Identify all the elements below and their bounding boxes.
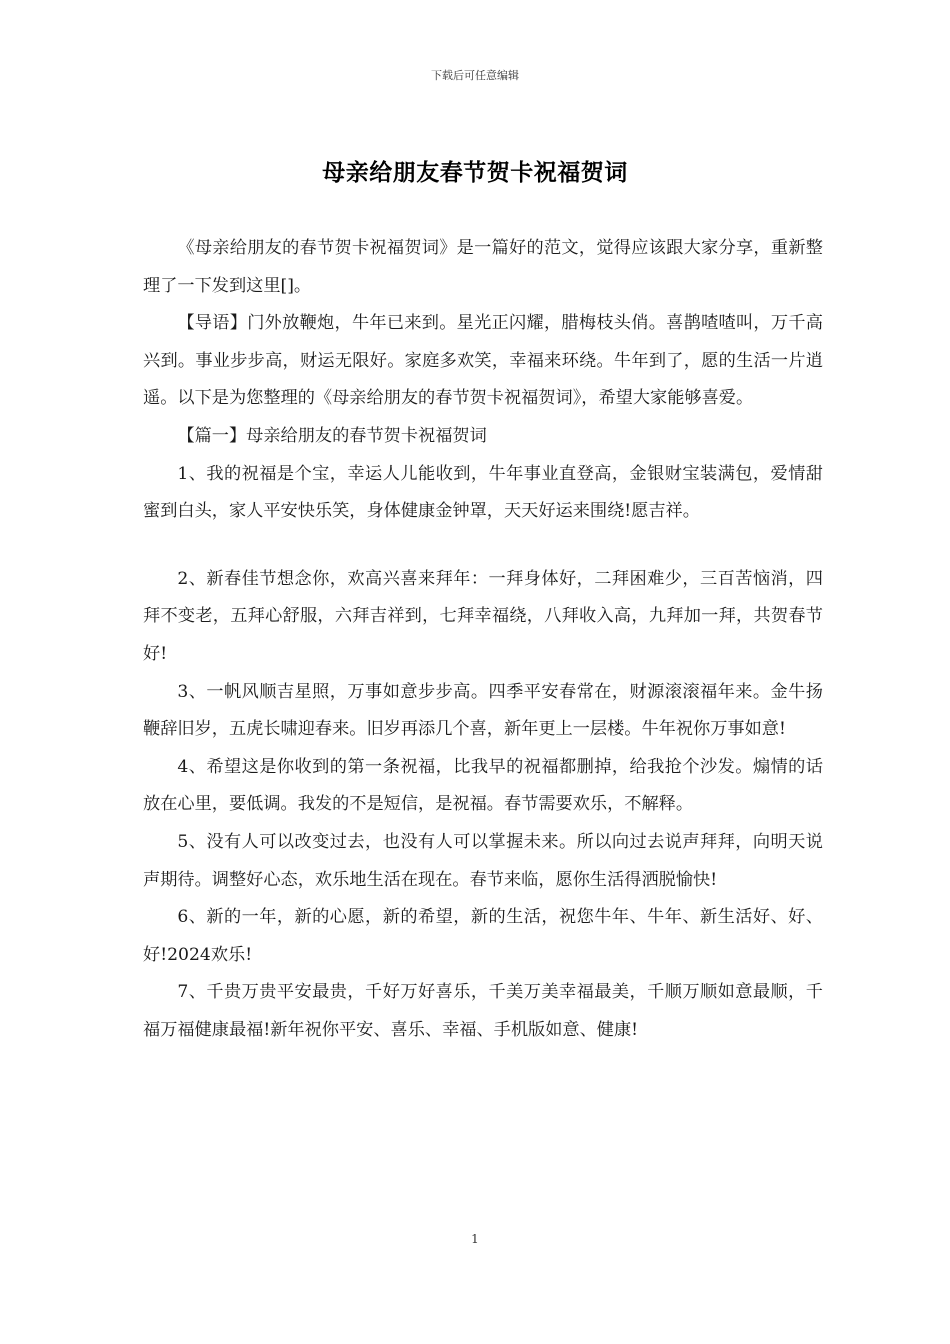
paragraph-item-1: 1、我的祝福是个宝，幸运人儿能收到，牛年事业直登高，金银财宝装满包，爱情甜蜜到白头，家人平安快乐笑，身体健康金钟罩，天天好运来围绕!愿吉祥。	[143, 463, 823, 522]
paragraph-item-5: 5、没有人可以改变过去，也没有人可以掌握未来。所以向过去说声拜拜，向明天说声期待。调整好心态，欢乐地生活在现在。春节来临，愿你生活得洒脱愉快!	[143, 831, 823, 890]
paragraph-item-6: 6、新的一年，新的心愿，新的希望，新的生活，祝您牛年、牛年、新生活好、好、好!2024欢乐!	[143, 907, 823, 965]
paragraph-item-7: 7、千贵万贵平安最贵，千好万好喜乐，千美万美幸福最美，千顺万顺如意最顺，千福万福健康最福!新年祝你平安、喜乐、幸福、手机版如意、健康!	[143, 982, 823, 1040]
document-body	[143, 230, 823, 1049]
section-heading: 【篇一】母亲给朋友的春节贺卡祝福贺词	[177, 425, 487, 446]
document-title: 母亲给朋友春节贺卡祝福贺词	[322, 159, 628, 186]
paragraph-guide: 【导语】门外放鞭炮，牛年已来到。星光正闪耀，腊梅枝头俏。喜鹊喳喳叫，万千高兴到。事业步步高，财运无限好。家庭多欢笑，幸福来环绕。牛年到了，愿的生活一片逍遥。以下是为您整理的《母亲给朋友的春节贺卡祝福贺词》，希望大家能够喜爱。	[143, 313, 823, 409]
page-number: 1	[471, 1232, 479, 1246]
paragraph-item-2: 2、新春佳节想念你，欢高兴喜来拜年：一拜身体好，二拜困难少，三百苦恼消，四拜不变老，五拜心舒服，六拜吉祥到，七拜幸福绕，八拜收入高，九拜加一拜，共贺春节好!	[143, 568, 823, 664]
header-note: 下载后可任意编辑	[431, 69, 519, 82]
paragraph-item-4: 4、希望这是你收到的第一条祝福，比我早的祝福都删掉，给我抢个沙发。煽情的话放在心里，要低调。我发的不是短信，是祝福。春节需要欢乐，不解释。	[143, 756, 823, 815]
paragraph-item-3: 3、一帆风顺吉星照，万事如意步步高。四季平安春常在，财源滚滚福年来。金牛扬鞭辞旧岁，五虎长啸迎春来。旧岁再添几个喜，新年更上一层楼。牛年祝你万事如意!	[143, 681, 823, 740]
paragraph-intro: 《母亲给朋友的春节贺卡祝福贺词》是一篇好的范文，觉得应该跟大家分享，重新整理了一下发到这里[]。	[143, 238, 823, 296]
